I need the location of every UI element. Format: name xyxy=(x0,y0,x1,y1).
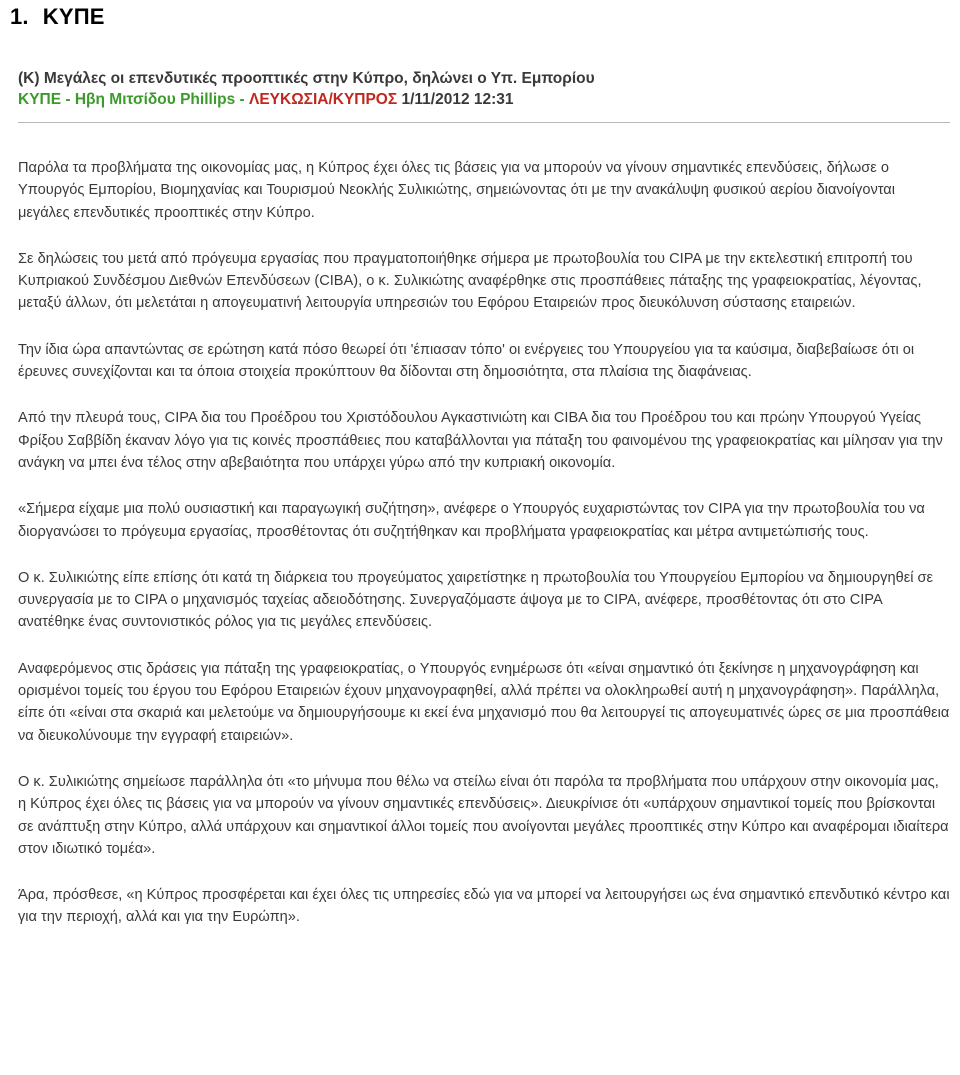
byline-datetime: 1/11/2012 12:31 xyxy=(401,91,514,108)
article-paragraph: Ο κ. Συλικιώτης σημείωσε παράλληλα ότι «το μήνυμα που θέλω να στείλω είναι ότι παρόλα τα προβλήματα που υπάρχουν στην οικονομία μας, η Κύπρος έχει όλες τις βάσεις για να μπορούν να γίνουν σημαντικές επενδύσεις». Διευκρίνισε ότι «υπάρχουν σημαντικοί τομείς που βρίσκονται σε ανάπτυξη στην Κύπρο, αλλά υπάρχουν και σημαντικοί άλλοι τομείς που ανοίγονται μεγάλες προοπτικές στην Κύπρο και αναφέρομαι ιδιαίτερα στον ιδιωτικό τομέα». xyxy=(18,773,949,857)
byline-author: Ηβη Μιτσίδου Phillips xyxy=(74,91,236,108)
byline-location: ΛΕΥΚΩΣΙΑ/ΚΥΠΡΟΣ xyxy=(249,91,398,108)
article-byline xyxy=(18,89,950,110)
section-heading xyxy=(10,4,105,30)
article-paragraph: Άρα, πρόσθεσε, «η Κύπρος προσφέρεται και έχει όλες τις υπηρεσίες εδώ για να μπορεί να λειτουργήσει ως ένα σημαντικό επενδυτικό κέντρο και για την περιοχή, αλλά και για την Ευρώπη». xyxy=(18,887,950,926)
article-paragraph: Παρόλα τα προβλήματα της οικονομίας μας, η Κύπρος έχει όλες τις βάσεις για να μπορούν να γίνουν σημαντικές επενδύσεις, δήλωσε ο Υπουργός Εμπορίου, Βιομηχανίας και Τουρισμού Νεοκλής Συλικιώτης, σημειώνοντας ότι με την ανακάλυψη φυσικού αερίου διανοίγονται μεγάλες επενδυτικές προοπτικές στην Κύπρο. xyxy=(18,160,895,221)
section-number: 1. xyxy=(10,4,29,29)
byline-separator: - xyxy=(61,91,75,108)
header-divider xyxy=(18,122,950,123)
section-title: ΚΥΠΕ xyxy=(42,4,105,29)
article-body xyxy=(18,157,950,929)
article-paragraph: Την ίδια ώρα απαντώντας σε ερώτηση κατά πόσο θεωρεί ότι 'έπιασαν τόπο' οι ενέργειες του Υπουργείου για τα καύσιμα, διαβεβαίωσε ότι οι έρευνες συνεχίζονται και τα όποια στοιχεία προκύπτουν θα δίδονται στη δημοσιότητα, στα πλαίσια της διαφάνειας. xyxy=(18,341,915,381)
article-headline: (Κ) Μεγάλες οι επενδυτικές προοπτικές στην Κύπρο, δηλώνει ο Υπ. Εμπορίου xyxy=(18,70,595,87)
article xyxy=(18,68,950,953)
article-paragraph: «Σήμερα είχαμε μια πολύ ουσιαστική και παραγωγική συζήτηση», ανέφερε ο Υπουργός ευχαριστώντας τον CIPA για την πρωτοβουλία του να διοργανώσει το πρόγευμα εργασίας, προσθέτοντας ότι συζητήθηκαν και προβλήματα γραφειοκρατίας και μέτρα αντιμετώπισής τους. xyxy=(18,501,925,540)
byline-agency: ΚΥΠΕ xyxy=(18,91,62,108)
article-paragraph: Αναφερόμενος στις δράσεις για πάταξη της γραφειοκρατίας, ο Υπουργός ενημέρωσε ότι «είναι σημαντικό ότι ξεκίνησε η μηχανογράφηση και ορισμένοι τομείς του έργου του Εφόρου Εταιρειών έχουν μηχανογραφηθεί, αλλά πρέπει να ολοκληρωθεί αυτή η μηχανογράφηση». Παράλληλα, είπε ότι «είναι στα σκαριά και μελετούμε να δημιουργήσουμε κι εκεί ένα μηχανισμό που θα λειτουργεί τις απογευματινές ώρες σε μια προσπάθεια να διευκολύνουμε την εγγραφή εταιρειών». xyxy=(18,660,950,744)
article-paragraph: Από την πλευρά τους, CIPA δια του Προέδρου του Χριστόδουλου Αγκαστινιώτη και CIBA δια του Προέδρου του και πρώην Υπουργού Υγείας Φρίξου Σαββίδη έκαναν λόγο για τις κοινές προσπάθειες που καταβάλλονται για πάταξη του φαινομένου της γραφειοκρατίας και μίλησαν για την ανάγκη να μπει ένα τέλος στην αβεβαιότητα που υπάρχει γύρω από την κυπριακή οικονομία. xyxy=(18,410,943,471)
article-paragraph: Σε δηλώσεις του μετά από πρόγευμα εργασίας που πραγματοποιήθηκε σήμερα με πρωτοβουλία του CIPA με την εκτελεστική επιτροπή του Κυπριακού Συνδέσμου Διεθνών Επενδύσεων (CIBA), ο κ. Συλικιώτης αναφέρθηκε στις προσπάθειες πάταξης της γραφειοκρατίας, λέγοντας, μεταξύ άλλων, ότι μελετάται η απογευματινή λειτουργία υπηρεσιών του Εφόρου Εταιρειών προς διευκόλυνση σύστασης εταιρειών. xyxy=(18,250,922,312)
article-paragraph: Ο κ. Συλικιώτης είπε επίσης ότι κατά τη διάρκεια του προγεύματος χαιρετίστηκε η πρωτοβουλία του Υπουργείου Εμπορίου να δημιουργηθεί σε συνεργασία με το CIPA ο μηχανισμός ταχείας αδειοδότησης. Συνεργαζόμαστε άψογα με το CIPA, ανέφερε, προσθέτοντας ότι στο CIPA ανατέθηκε ένας συντονιστικός ρόλος για τις μεγάλες επενδύσεις. xyxy=(18,569,934,631)
byline-separator-2: - xyxy=(235,91,249,108)
